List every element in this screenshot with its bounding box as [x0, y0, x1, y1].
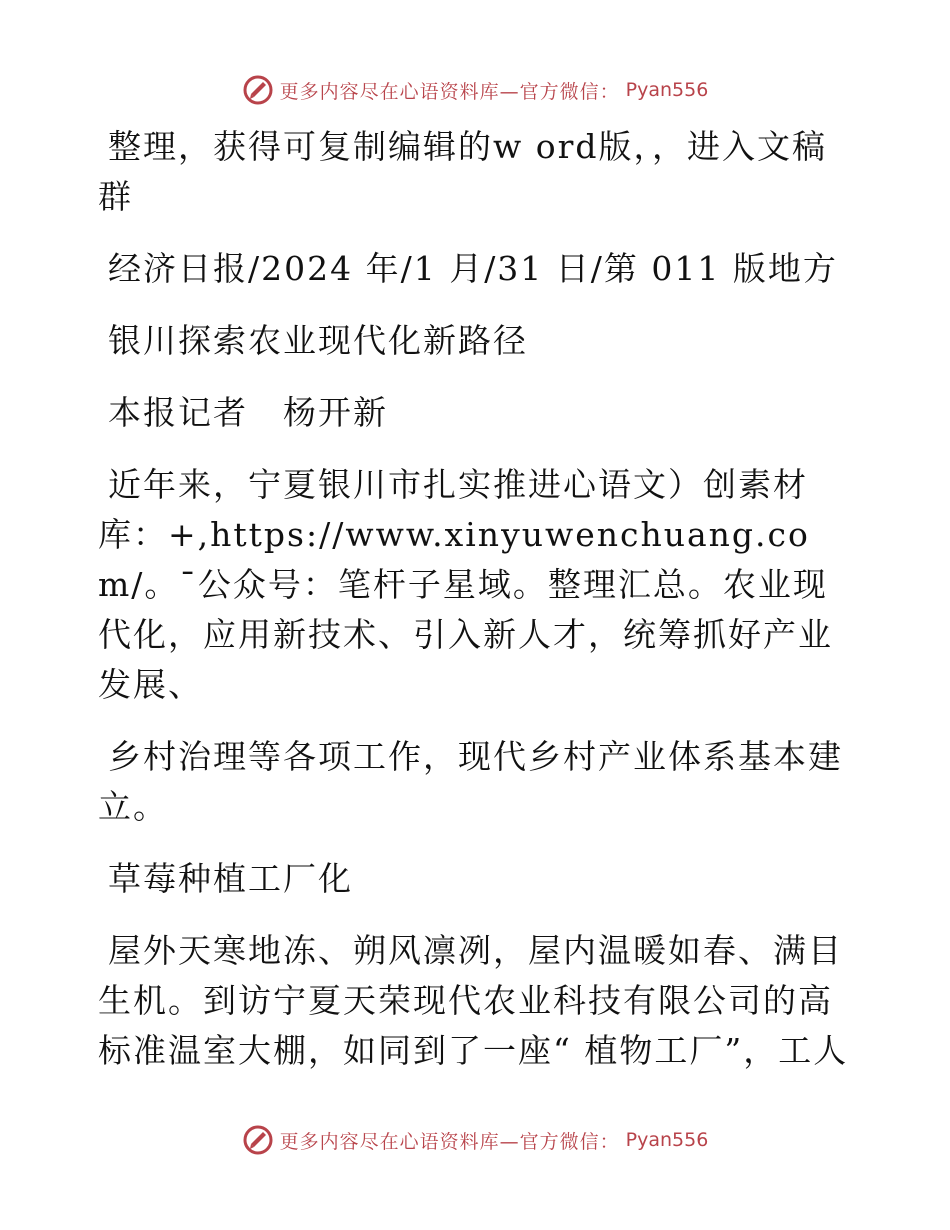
logo-icon	[242, 74, 274, 106]
article-byline: 本报记者 杨开新	[108, 393, 388, 432]
banner-text: 更多内容尽在心语资料库—官方微信：	[279, 80, 620, 103]
article-title: 银川探索农业现代化新路径	[108, 321, 528, 360]
header-watermark-banner	[0, 70, 950, 110]
banner-wechat-id: Pyan556	[625, 79, 709, 101]
paragraph-intro: 整理，获得可复制编辑的w ord版，，进入文稿群	[98, 127, 828, 216]
banner-wechat-id: Pyan556	[625, 1129, 709, 1151]
document-body	[98, 122, 858, 1098]
paragraph-source: 经济日报/2024 年/1 月/31 日/第 011 版地方	[108, 249, 838, 288]
paragraph-body-1: 近年来，宁夏银川市扎实推进心语文）创素材库：+,https://www.xinyuwenchuang.com/。¯公众号：笔杆子星域。整理汇总。农业现代化，应用新技术、引入新人才，统筹抓好产业发展、	[98, 465, 833, 704]
paragraph-body-2: 乡村治理等各项工作，现代乡村产业体系基本建立。	[98, 737, 843, 826]
paragraph-body-3: 屋外天寒地冻、朔风凛冽，屋内温暖如春、满目生机。到访宁夏天荣现代农业科技有限公司的高标准温室大棚，如同到了一座“ 植物工厂”，工人	[98, 931, 849, 1070]
footer-watermark-banner	[0, 1120, 950, 1160]
banner-text: 更多内容尽在心语资料库—官方微信：	[279, 1130, 620, 1153]
logo-icon	[242, 1124, 274, 1156]
section-heading: 草莓种植工厂化	[108, 859, 353, 898]
